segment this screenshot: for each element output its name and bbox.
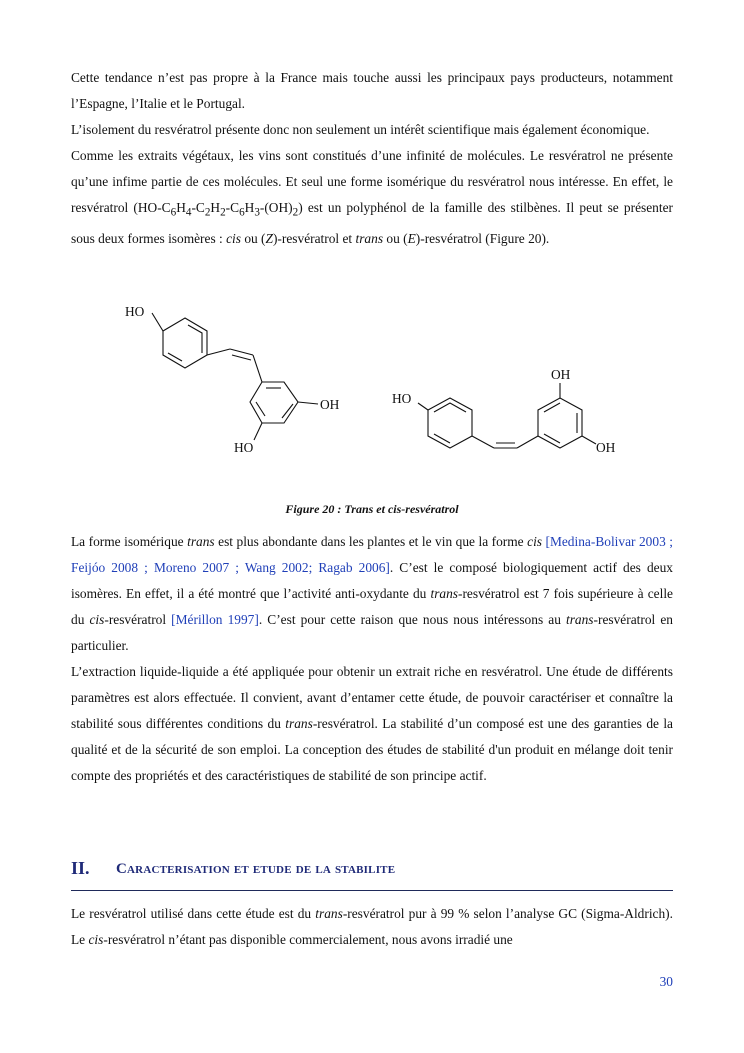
paragraph: Le resvératrol utilisé dans cette étude est du trans-resvératrol pur à 99 % selon l’analyse GC (Sigma-Aldrich). Le cis-resvératrol n’étant pas disponible commercialement, nous avons irradié une	[71, 906, 673, 947]
label-oh: OH	[551, 367, 571, 382]
resveratrol-structures-figure	[0, 298, 744, 478]
cis-right-ring	[538, 398, 582, 448]
page-number: 30	[659, 974, 673, 989]
trans-top-ring	[163, 318, 207, 368]
label-oh: OH	[596, 440, 616, 455]
label-ho: HO	[392, 391, 412, 406]
cis-left-ring	[428, 398, 472, 448]
body-text	[71, 529, 673, 789]
label-ho: HO	[234, 440, 254, 455]
label-ho: HO	[125, 304, 145, 319]
paragraph: Cette tendance n’est pas propre à la France mais touche aussi les principaux pays producteurs, notamment l’Espagne, l’Italie et le Portugal.	[71, 70, 673, 111]
section-text	[71, 901, 673, 953]
figure-caption: Figure 20 : Trans et cis-resvératrol	[285, 502, 459, 516]
section-number: II.	[71, 858, 90, 878]
label-oh: OH	[320, 397, 340, 412]
paragraph: L’extraction liquide-liquide a été appliquée pour obtenir un extrait riche en resvératrol. Une étude de différents paramètres est alors effectuée. Il convient, avant d’entamer cette étude, de pouvoir caractériser et connaître la stabilité sous différentes conditions du trans-resvératrol. La stabilité d’un composé est une des garanties de la qualité et de la sécurité de son emploi. La conception des études de stabilité d'un produit en mélange doit tenir compte des propriétés et des caractéristiques de stabilité de son principe actif.	[71, 664, 673, 783]
section-heading	[71, 858, 673, 891]
paragraph: Comme les extraits végétaux, les vins sont constitués d’une infinité de molécules. Le resvératrol ne présente qu’une infime partie de ces molécules. Et seul une forme isomérique du resvératrol nous intéresse. En effet, le resvératrol $(HO-C_6H_4-C_2H_2-C_6H_3-(OH)_2)$ est un polyphénol de la famille des stilbènes. Il peut se présenter sous deux formes isomères : cis ou (Z)-resvératrol et trans ou (E)-resvératrol (Figure 20).	[71, 148, 674, 246]
section-title: Caracterisation et etude de la stabilite	[116, 861, 396, 877]
intro-text	[71, 65, 673, 252]
paragraph: L’isolement du resvératrol présente donc non seulement un intérêt scientifique mais également économique.	[71, 122, 650, 137]
citation-link[interactable]: [Mérillon 1997]	[171, 612, 259, 627]
paragraph: La forme isomérique trans est plus abondante dans les plantes et le vin que la forme cis [Medina-Bolivar 2003 ; Feijóo 2008 ; Moreno 2007 ; Wang 2002; Ragab 2006]. C’est le composé biologiquement actif des deux isomères. En effet, il a été montré que l’activité anti-oxydante du trans-resvératrol est 7 fois supérieure à celle du cis-resvératrol [Mérillon 1997]. C’est pour cette raison que nous nous intéressons au trans-resvératrol en particulier.	[71, 534, 673, 653]
citation-link[interactable]: [Medina-Bolivar 2003 ; Feijóo 2008 ; Moreno 2007 ; Wang 2002; Ragab 2006]	[71, 534, 673, 575]
